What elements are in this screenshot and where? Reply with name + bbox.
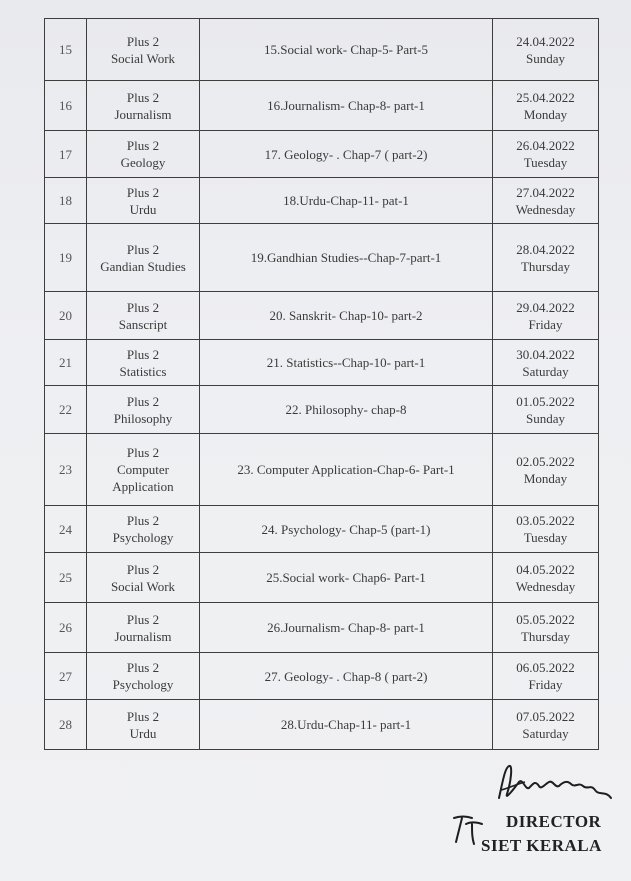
day-value: Wednesday bbox=[515, 201, 576, 217]
date-value: 03.05.2022 bbox=[516, 513, 575, 528]
date-cell bbox=[493, 178, 599, 224]
day-value: Wednesday bbox=[515, 578, 576, 594]
row-number: 21 bbox=[45, 340, 87, 386]
date-value: 07.05.2022 bbox=[516, 708, 575, 724]
topic-cell: 27. Geology- . Chap-8 ( part-2) bbox=[200, 653, 493, 700]
subject-cell bbox=[87, 81, 200, 131]
date-cell bbox=[493, 340, 599, 386]
day-value: Sunday bbox=[526, 410, 565, 426]
day-value: Thursday bbox=[520, 628, 571, 644]
day-value: Friday bbox=[528, 677, 563, 692]
subject-line: Sanscript bbox=[118, 316, 168, 332]
subject-line: Social Work bbox=[110, 50, 176, 66]
table-row bbox=[45, 178, 599, 224]
subject-line: Plus 2 bbox=[126, 445, 160, 460]
date-cell bbox=[493, 700, 599, 750]
table-row bbox=[45, 386, 599, 434]
table-row bbox=[45, 131, 599, 178]
row-number: 18 bbox=[45, 178, 87, 224]
day-value: Tuesday bbox=[523, 530, 568, 545]
date-value: 01.05.2022 bbox=[516, 393, 575, 409]
subject-line: Plus 2 bbox=[126, 708, 160, 724]
day-value: Monday bbox=[523, 106, 568, 122]
date-value: 29.04.2022 bbox=[516, 299, 575, 315]
subject-line: Social Work bbox=[110, 578, 176, 594]
date-cell bbox=[493, 131, 599, 178]
subject-line: Plus 2 bbox=[126, 184, 160, 200]
day-value: Saturday bbox=[522, 363, 569, 379]
table-row bbox=[45, 340, 599, 386]
subject-line: Computer bbox=[117, 462, 169, 477]
subject-line: Plus 2 bbox=[126, 33, 160, 49]
topic-cell: 22. Philosophy- chap-8 bbox=[200, 386, 493, 434]
day-value: Sunday bbox=[526, 50, 565, 66]
row-number: 26 bbox=[45, 603, 87, 653]
topic-cell: 20. Sanskrit- Chap-10- part-2 bbox=[200, 292, 493, 340]
day-value: Saturday bbox=[522, 725, 569, 741]
subject-line: Statistics bbox=[119, 363, 167, 379]
subject-line: Urdu bbox=[129, 725, 157, 741]
subject-cell bbox=[87, 553, 200, 603]
signature bbox=[495, 760, 615, 810]
table-row bbox=[45, 700, 599, 750]
topic-cell: 23. Computer Application-Chap-6- Part-1 bbox=[200, 434, 493, 506]
date-cell bbox=[493, 603, 599, 653]
subject-line: Plus 2 bbox=[126, 138, 160, 153]
subject-line: Plus 2 bbox=[126, 660, 160, 675]
subject-cell bbox=[87, 340, 200, 386]
subject-cell bbox=[87, 19, 200, 81]
subject-line: Psychology bbox=[112, 677, 174, 692]
date-cell bbox=[493, 224, 599, 292]
topic-cell: 28.Urdu-Chap-11- part-1 bbox=[200, 700, 493, 750]
date-cell bbox=[493, 653, 599, 700]
subject-line: Plus 2 bbox=[126, 241, 160, 257]
subject-line: Plus 2 bbox=[126, 89, 160, 105]
subject-cell bbox=[87, 653, 200, 700]
row-number: 27 bbox=[45, 653, 87, 700]
row-number: 19 bbox=[45, 224, 87, 292]
date-cell bbox=[493, 434, 599, 506]
date-value: 05.05.2022 bbox=[516, 611, 575, 627]
subject-cell bbox=[87, 224, 200, 292]
date-cell bbox=[493, 553, 599, 603]
subject-cell bbox=[87, 386, 200, 434]
row-number: 25 bbox=[45, 553, 87, 603]
date-value: 04.05.2022 bbox=[516, 561, 575, 577]
subject-line: Plus 2 bbox=[126, 513, 160, 528]
subject-line: Plus 2 bbox=[126, 561, 160, 577]
topic-cell: 26.Journalism- Chap-8- part-1 bbox=[200, 603, 493, 653]
date-value: 26.04.2022 bbox=[516, 138, 575, 153]
subject-cell bbox=[87, 434, 200, 506]
subject-line: Gandian Studies bbox=[100, 258, 186, 274]
subject-line: Plus 2 bbox=[126, 611, 160, 627]
date-value: 06.05.2022 bbox=[516, 660, 575, 675]
topic-cell: 24. Psychology- Chap-5 (part-1) bbox=[200, 506, 493, 553]
schedule-table bbox=[44, 18, 599, 750]
subject-cell bbox=[87, 700, 200, 750]
table-row bbox=[45, 653, 599, 700]
date-value: 24.04.2022 bbox=[516, 33, 575, 49]
row-number: 23 bbox=[45, 434, 87, 506]
date-cell bbox=[493, 506, 599, 553]
table-row bbox=[45, 81, 599, 131]
organisation-name: SIET KERALA bbox=[481, 836, 602, 855]
subject-line: Application bbox=[112, 479, 174, 494]
topic-cell: 19.Gandhian Studies--Chap-7-part-1 bbox=[200, 224, 493, 292]
table-row bbox=[45, 553, 599, 603]
table-row bbox=[45, 224, 599, 292]
date-value: 25.04.2022 bbox=[516, 89, 575, 105]
row-number: 22 bbox=[45, 386, 87, 434]
table-row bbox=[45, 506, 599, 553]
day-value: Monday bbox=[523, 470, 568, 486]
row-number: 15 bbox=[45, 19, 87, 81]
date-value: 30.04.2022 bbox=[516, 346, 575, 362]
subject-cell bbox=[87, 506, 200, 553]
topic-cell: 15.Social work- Chap-5- Part-5 bbox=[200, 19, 493, 81]
table-row bbox=[45, 603, 599, 653]
topic-cell: 17. Geology- . Chap-7 ( part-2) bbox=[200, 131, 493, 178]
date-cell bbox=[493, 81, 599, 131]
subject-line: Philosophy bbox=[113, 410, 173, 426]
table-row bbox=[45, 19, 599, 81]
row-number: 20 bbox=[45, 292, 87, 340]
row-number: 16 bbox=[45, 81, 87, 131]
topic-cell: 16.Journalism- Chap-8- part-1 bbox=[200, 81, 493, 131]
day-value: Friday bbox=[528, 316, 563, 332]
subject-line: Urdu bbox=[129, 201, 157, 217]
day-value: Tuesday bbox=[523, 155, 568, 170]
subject-line: Plus 2 bbox=[126, 346, 160, 362]
subject-cell bbox=[87, 178, 200, 224]
subject-cell bbox=[87, 292, 200, 340]
row-number: 17 bbox=[45, 131, 87, 178]
signature-block bbox=[440, 760, 620, 870]
topic-cell: 21. Statistics--Chap-10- part-1 bbox=[200, 340, 493, 386]
topic-cell: 25.Social work- Chap6- Part-1 bbox=[200, 553, 493, 603]
subject-line: Geology bbox=[120, 155, 166, 170]
schedule-body bbox=[45, 19, 599, 750]
subject-line: Journalism bbox=[114, 628, 172, 644]
table-row bbox=[45, 292, 599, 340]
day-value: Thursday bbox=[520, 258, 571, 274]
row-number: 28 bbox=[45, 700, 87, 750]
subject-line: Plus 2 bbox=[126, 393, 160, 409]
row-number: 24 bbox=[45, 506, 87, 553]
subject-line: Journalism bbox=[114, 106, 172, 122]
director-designation: DIRECTOR bbox=[506, 812, 602, 831]
subject-cell bbox=[87, 131, 200, 178]
date-cell bbox=[493, 386, 599, 434]
date-value: 27.04.2022 bbox=[516, 184, 575, 200]
topic-cell: 18.Urdu-Chap-11- pat-1 bbox=[200, 178, 493, 224]
date-cell bbox=[493, 292, 599, 340]
date-value: 28.04.2022 bbox=[516, 241, 575, 257]
date-cell bbox=[493, 19, 599, 81]
date-value: 02.05.2022 bbox=[516, 453, 575, 469]
table-row bbox=[45, 434, 599, 506]
subject-line: Psychology bbox=[112, 530, 174, 545]
subject-line: Plus 2 bbox=[126, 299, 160, 315]
subject-cell bbox=[87, 603, 200, 653]
